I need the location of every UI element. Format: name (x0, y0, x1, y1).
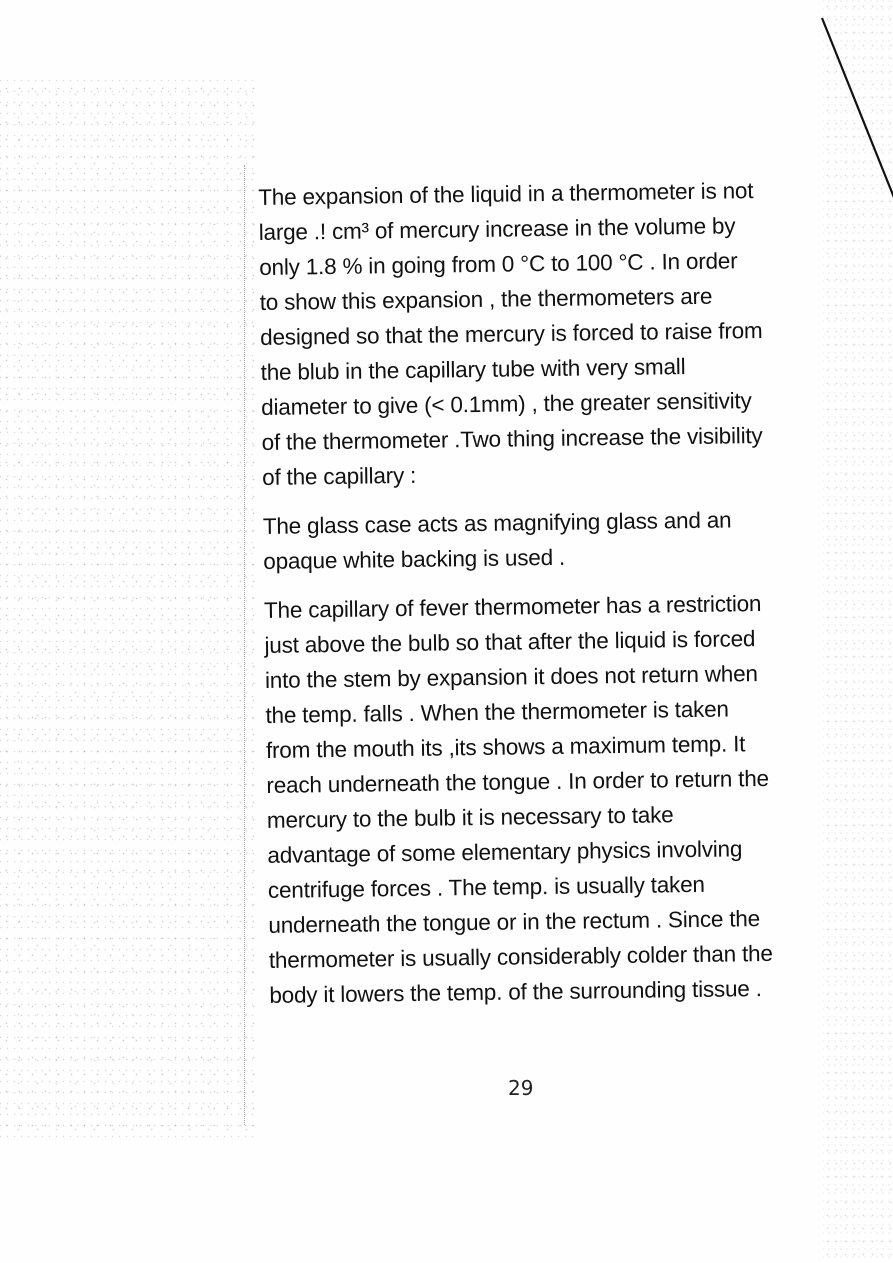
body-text (258, 172, 830, 1027)
text-line: to show this expansion , the thermometers are (259, 283, 713, 315)
text-line: advantage of some elementary physics involving (267, 836, 743, 868)
text-line: from the mouth its ,its shows a maximum temp. It (265, 731, 746, 763)
text-line: mercury to the bulb it is necessary to take (266, 802, 674, 833)
text-line: into the stem by expansion it does not return when (264, 661, 758, 693)
text-line: designed so that the mercury is forced to raise from (260, 317, 763, 350)
paragraph-glass-case (263, 501, 824, 579)
text-line: large .! cm³ of mercury increase in the volume by (258, 213, 736, 245)
text-line: opaque white backing is used . (263, 544, 566, 574)
text-line: the blub in the capillary tube with very small (260, 354, 686, 385)
text-line: underneath the tongue or in the rectum . Since the (268, 906, 761, 938)
text-line: centrifuge forces . The temp. is usually taken (267, 871, 705, 903)
text-line: The expansion of the liquid in a thermometer is not (258, 178, 754, 210)
text-line: the temp. falls . When the thermometer is taken (265, 696, 729, 728)
scan-noise-left (0, 80, 255, 1140)
text-line: body it lowers the temp. of the surrounding tissue . (269, 976, 762, 1008)
scan-edge-line (244, 165, 246, 1125)
text-line: The glass case acts as magnifying glass and an (262, 507, 732, 539)
text-line: diameter to give (< 0.1mm) , the greater sensitivity (261, 388, 752, 420)
paragraph-fever-thermometer (264, 585, 830, 1013)
text-line: only 1.8 % in going from 0 °C to 100 °C . In order (259, 248, 738, 280)
text-line: reach underneath the tongue . In order to return the (266, 765, 770, 798)
page-number: 29 (508, 1076, 534, 1100)
text-line: of the capillary : (261, 462, 417, 490)
text-line: just above the bulb so that after the liquid is forced (264, 626, 756, 658)
paragraph-expansion (258, 172, 822, 495)
text-line: thermometer is usually considerably colder than the (268, 940, 773, 973)
scan-diagonal-line (820, 0, 893, 220)
text-line: The capillary of fever thermometer has a restriction (263, 591, 762, 623)
text-line: of the thermometer .Two thing increase the visibility (261, 422, 763, 455)
